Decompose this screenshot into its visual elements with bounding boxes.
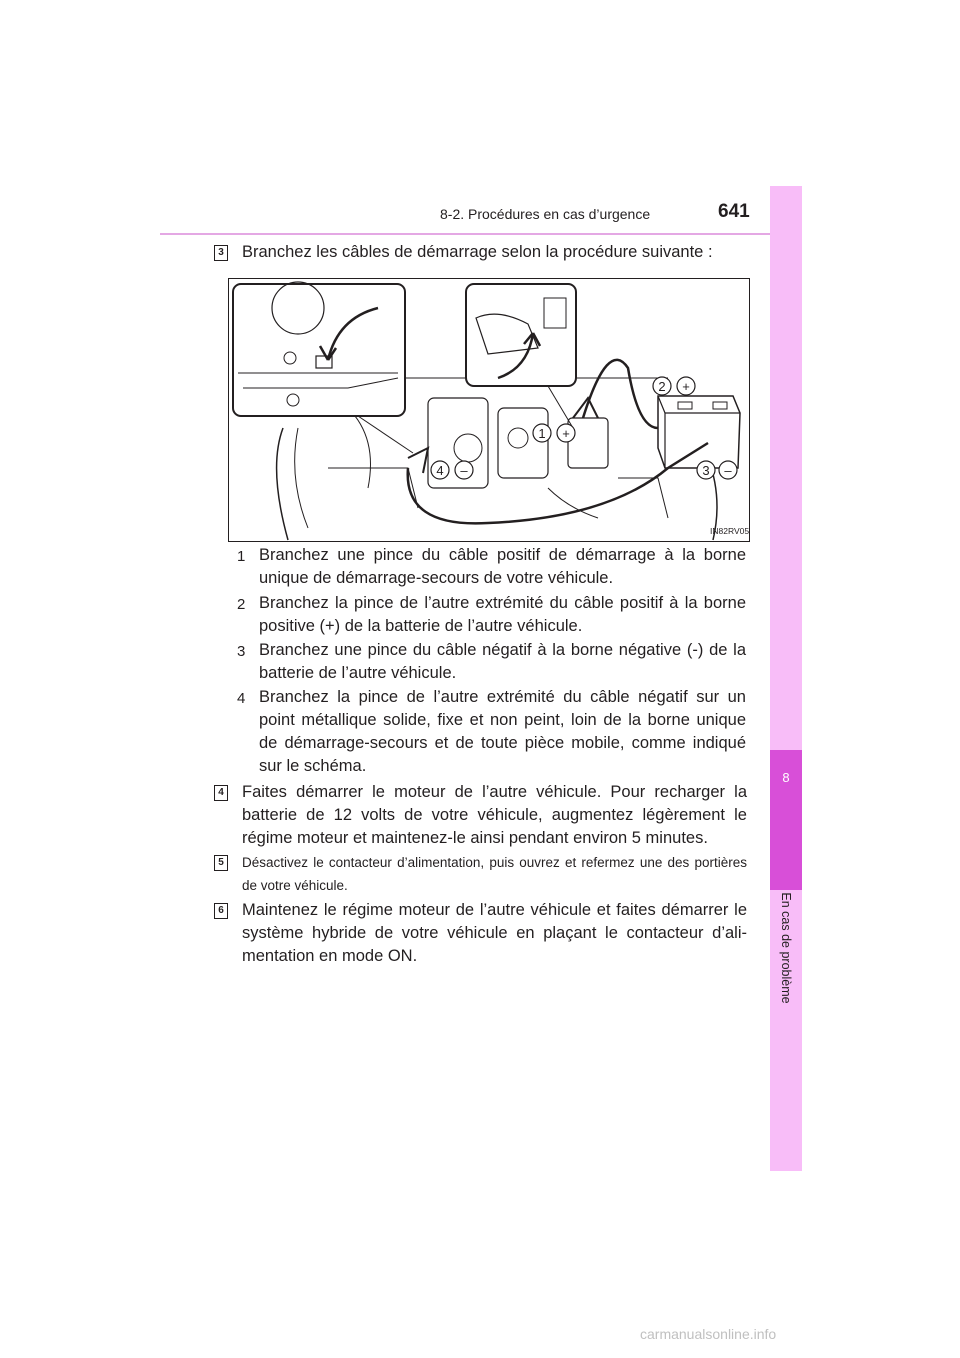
section-title: 8-2. Procédures en cas d’urgence bbox=[440, 206, 651, 222]
step-marker: 3 bbox=[214, 245, 228, 261]
minus-sign: – bbox=[460, 463, 468, 478]
plus-sign: + bbox=[682, 379, 690, 394]
substep-marker: 2 bbox=[237, 596, 246, 613]
substep-text: Branchez la pince de l’autre extrémité du câble positif à la borne positive (+) de la batterie de l’autre véhicule. bbox=[259, 594, 746, 635]
header-rule bbox=[160, 233, 800, 235]
substep-text: Branchez une pince du câble positif de démarrage à la borne unique de démarrage-secours de votre véhicule. bbox=[259, 546, 746, 587]
substep-marker: 3 bbox=[237, 643, 246, 660]
chapter-side-tab bbox=[770, 186, 802, 1171]
step-marker: 4 bbox=[214, 785, 228, 801]
callout-2: 2 bbox=[658, 379, 666, 394]
callout-3: 3 bbox=[702, 463, 710, 478]
substep-marker: 4 bbox=[237, 690, 246, 707]
jump-start-illustration bbox=[228, 278, 750, 542]
callout-1: 1 bbox=[538, 426, 546, 441]
chapter-title: En cas de problème bbox=[779, 892, 793, 1004]
substep-text: Branchez la pince de l’autre extrémité du câble négatif sur un point métallique solide, fixe et non peint, loin de la borne unique de démarrage-secours et de toute pièce mobile, comme indiqué sur le schéma. bbox=[259, 688, 746, 775]
substep-marker: 1 bbox=[237, 548, 246, 565]
step-text: Faites démarrer le moteur de l’autre véhicule. Pour recharger la batterie de 12 volts de votre véhicule, augmentez légèrement le régime moteur et maintenez-le ainsi pendant environ 5 minutes. bbox=[242, 783, 747, 847]
callout-4: 4 bbox=[436, 463, 444, 478]
chapter-number: 8 bbox=[782, 770, 790, 785]
step-text: Désactivez le contacteur d’alimentation, puis ouvrez et refermez une des portières de votre véhicule. bbox=[242, 855, 747, 893]
minus-sign: – bbox=[724, 463, 732, 478]
step-marker: 5 bbox=[214, 855, 228, 871]
step-marker: 6 bbox=[214, 903, 228, 919]
watermark: carmanualsonline.info bbox=[640, 1326, 777, 1342]
page-number: 641 bbox=[718, 201, 750, 222]
illustration-code: IN82RV051 bbox=[710, 526, 750, 536]
step-text: Branchez les câbles de démarrage selon la procédure suivante : bbox=[242, 243, 713, 261]
step-text: Maintenez le régime moteur de l’autre véhicule et faites démarrer le système hybride de votre véhicule en plaçant le contacteur d’ali-mentation en mode ON. bbox=[242, 901, 747, 965]
plus-sign: + bbox=[562, 426, 570, 441]
substep-text: Branchez une pince du câble négatif à la borne négative (-) de la batterie de l’autre véhicule. bbox=[259, 641, 746, 682]
